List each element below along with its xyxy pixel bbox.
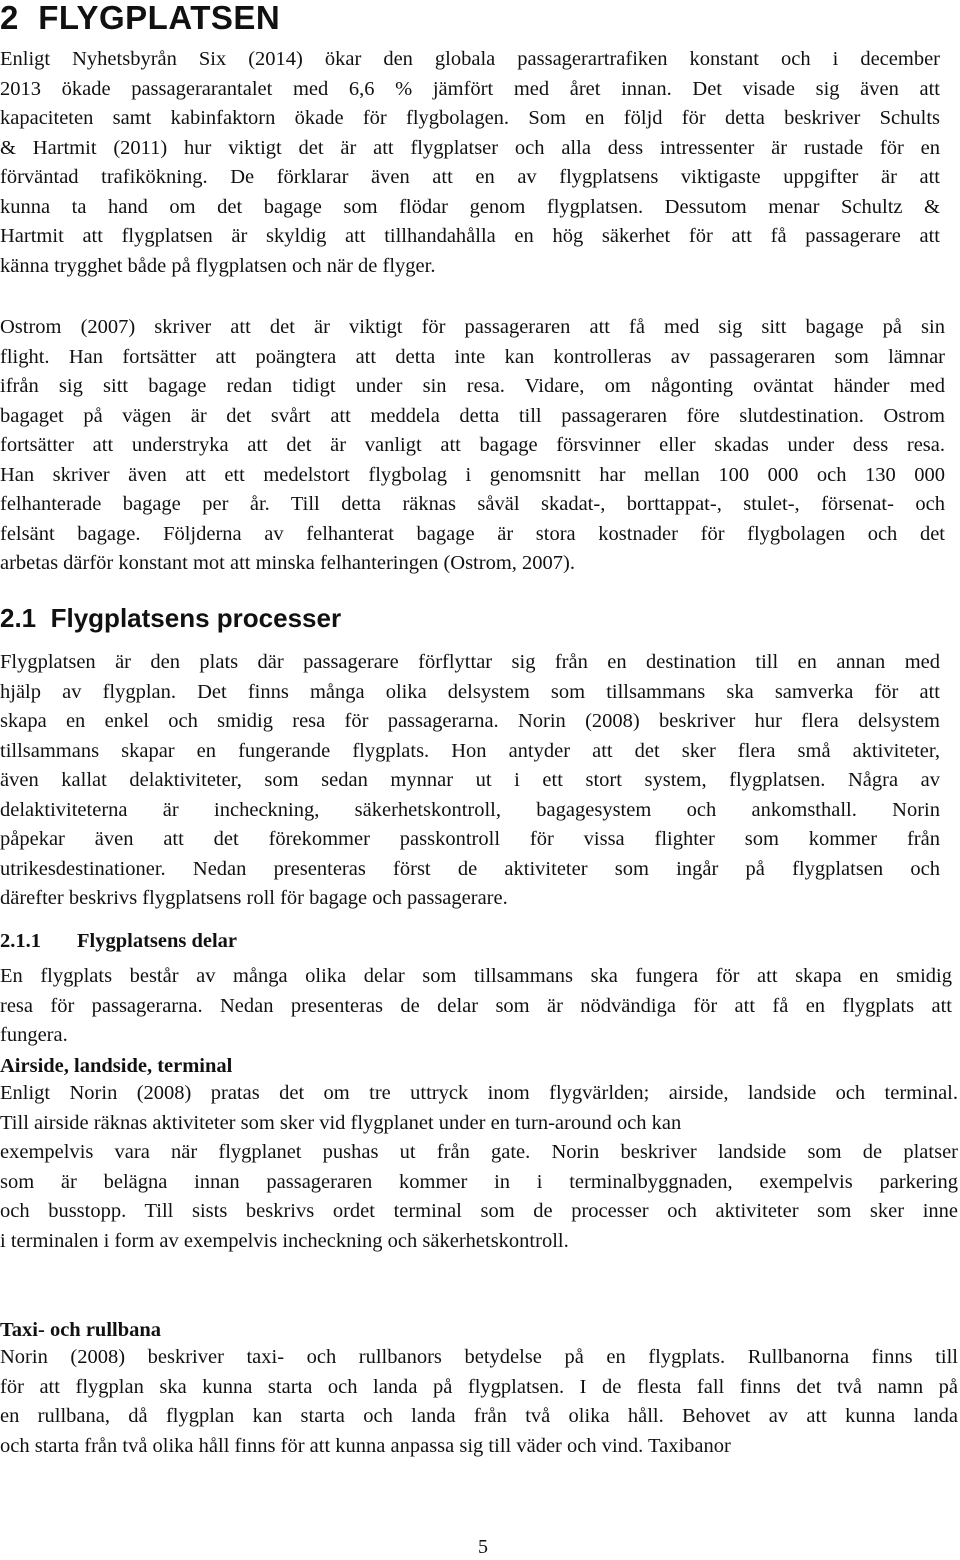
chapter-heading [0, 0, 280, 38]
text-line: tillsammans skapar en fungerande flygplats. Hon antyder att det sker flera små aktiviteter, [0, 739, 940, 762]
text-line: Enligt Nyhetsbyrån Six (2014) ökar den globala passagerartrafiken konstant och i december [0, 48, 940, 70]
text-line: kunna ta hand om det bagage som flödar genom flygplatsen. Dessutom menar Schultz & [0, 195, 940, 218]
text-line: Flygplatsen är den plats där passagerare förflyttar sig från en destination till en annan med [0, 651, 940, 673]
text-line: felhanterade bagage per år. Till detta räknas såväl skadat-, borttappat-, stulet-, försenat- och [0, 493, 945, 515]
page-number [0, 1534, 960, 1560]
text-line: delaktiviteterna är incheckning, säkerhetskontroll, bagagesystem och ankomsthall. Norin [0, 798, 940, 821]
text-line: flight. Han fortsätter att poängtera att detta inte kan kontrolleras av passageraren som lämnar [0, 345, 945, 368]
text-line: & Hartmit (2011) hur viktigt det är att flygplatser och alla dess intressenter är rustade för en [0, 136, 940, 159]
section-number: 2.1 [0, 603, 37, 633]
text-line: hjälp av flygplan. Det finns många olika delsystem som tillsammans ska samverka för att [0, 680, 940, 703]
text-line: arbetas därför konstant mot att minska felhanteringen (Ostrom, 2007). [0, 552, 575, 574]
text-line: ifrån sig sitt bagage redan tidigt under sin resa. Vidare, om någonting oväntat händer med [0, 375, 945, 397]
text-line: Till airside räknas aktiviteter som sker vid flygplanet under en turn-around och kan [0, 1111, 682, 1134]
text-line: i terminalen i form av exempelvis incheckning och säkerhetskontroll. [0, 1229, 569, 1252]
text-line: resa för passagerarna. Nedan presenteras de delar som är nödvändiga för att få en flygplats att [0, 994, 952, 1017]
chapter-number: 2 [0, 0, 19, 36]
subsection-title: Flygplatsens delar [77, 930, 238, 952]
paragraph-1 [0, 45, 940, 281]
text-line: En flygplats består av många olika delar som tillsammans ska fungera för att skapa en smidig [0, 965, 952, 987]
text-line: Enligt Norin (2008) pratas det om tre uttryck inom flygvärlden; airside, landside och terminal. [0, 1082, 958, 1104]
text-line: en rullbana, då flygplan kan starta och landa från två olika håll. Behovet av att kunna landa [0, 1405, 958, 1427]
text-line: exempelvis vara när flygplanet pushas ut från gate. Norin beskriver landside som de platser [0, 1141, 958, 1163]
page-number-value: 5 [478, 1536, 488, 1558]
text-line: förväntad trafikökning. De förklarar även att en av flygplatsens viktigaste uppgifter är att [0, 166, 940, 188]
text-line: utrikesdestinationer. Nedan presenteras först de aktiviteter som ingår på flygplatsen och [0, 857, 940, 880]
text-line: som är belägna innan passageraren kommer in i terminalbyggnaden, exempelvis parkering [0, 1170, 958, 1193]
subsection-heading [0, 927, 237, 956]
text-line: Hartmit att flygplatsen är skyldig att tillhandahålla en hög säkerhet för att få passagerare att [0, 225, 940, 247]
text-line: och busstopp. Till sists beskrivs ordet terminal som de processer och aktiviteter som sker inne [0, 1200, 958, 1222]
paragraph-6 [0, 1343, 958, 1461]
text-line: skapa en enkel och smidig resa för passagerarna. Norin (2008) beskriver hur flera delsystem [0, 710, 940, 732]
topic-heading-airside: Airside, landside, terminal [0, 1055, 233, 1077]
subsection-number: 2.1.1 [0, 930, 41, 952]
text-line: även kallat delaktiviteter, som sedan mynnar ut i ett stort system, flygplatsen. Några av [0, 769, 940, 791]
text-line: Han skriver även att ett medelstort flygbolag i genomsnitt har mellan 100 000 och 130 000 [0, 463, 945, 486]
paragraph-3 [0, 648, 940, 914]
text-line: Ostrom (2007) skriver att det är viktigt för passageraren att få med sig sitt bagage på sin [0, 316, 945, 338]
topic-heading-taxi: Taxi- och rullbana [0, 1319, 162, 1341]
text-line: bagaget på vägen är det svårt att meddela detta till passageraren före slutdestination. Ostrom [0, 404, 945, 427]
paragraph-2 [0, 313, 945, 579]
text-line: fortsätter att understryka att det är vanligt att bagage försvinner eller skadas under dess resa. [0, 434, 945, 456]
text-line: känna trygghet både på flygplatsen och när de flyger. [0, 254, 436, 277]
text-line: och starta från två olika håll finns för att kunna anpassa sig till väder och vind. Taxibanor [0, 1434, 731, 1457]
text-line: felsänt bagage. Följderna av felhanterat bagage är stora kostnader för flygbolagen och det [0, 522, 945, 545]
section-heading [0, 600, 341, 636]
paragraph-5 [0, 1079, 958, 1256]
text-line: därefter beskrivs flygplatsens roll för bagage och passagerare. [0, 887, 508, 909]
text-line: påpekar även att det förekommer passkontroll för vissa flighter som kommer från [0, 828, 940, 850]
text-line: 2013 ökade passagerarantalet med 6,6 % jämfört med året innan. Det visade sig även att [0, 77, 940, 100]
paragraph-4 [0, 962, 952, 1051]
text-line: för att flygplan ska kunna starta och landa på flygplatsen. I de flesta fall finns det två namn på [0, 1375, 958, 1398]
text-line: Norin (2008) beskriver taxi- och rullbanors betydelse på en flygplats. Rullbanorna finns till [0, 1346, 958, 1368]
text-line: kapaciteten samt kabinfaktorn ökade för flygbolagen. Som en följd för detta beskriver Schults [0, 107, 940, 129]
section-title: Flygplatsens processer [50, 603, 342, 633]
chapter-title: FLYGPLATSEN [38, 0, 281, 36]
text-line: fungera. [0, 1024, 68, 1046]
